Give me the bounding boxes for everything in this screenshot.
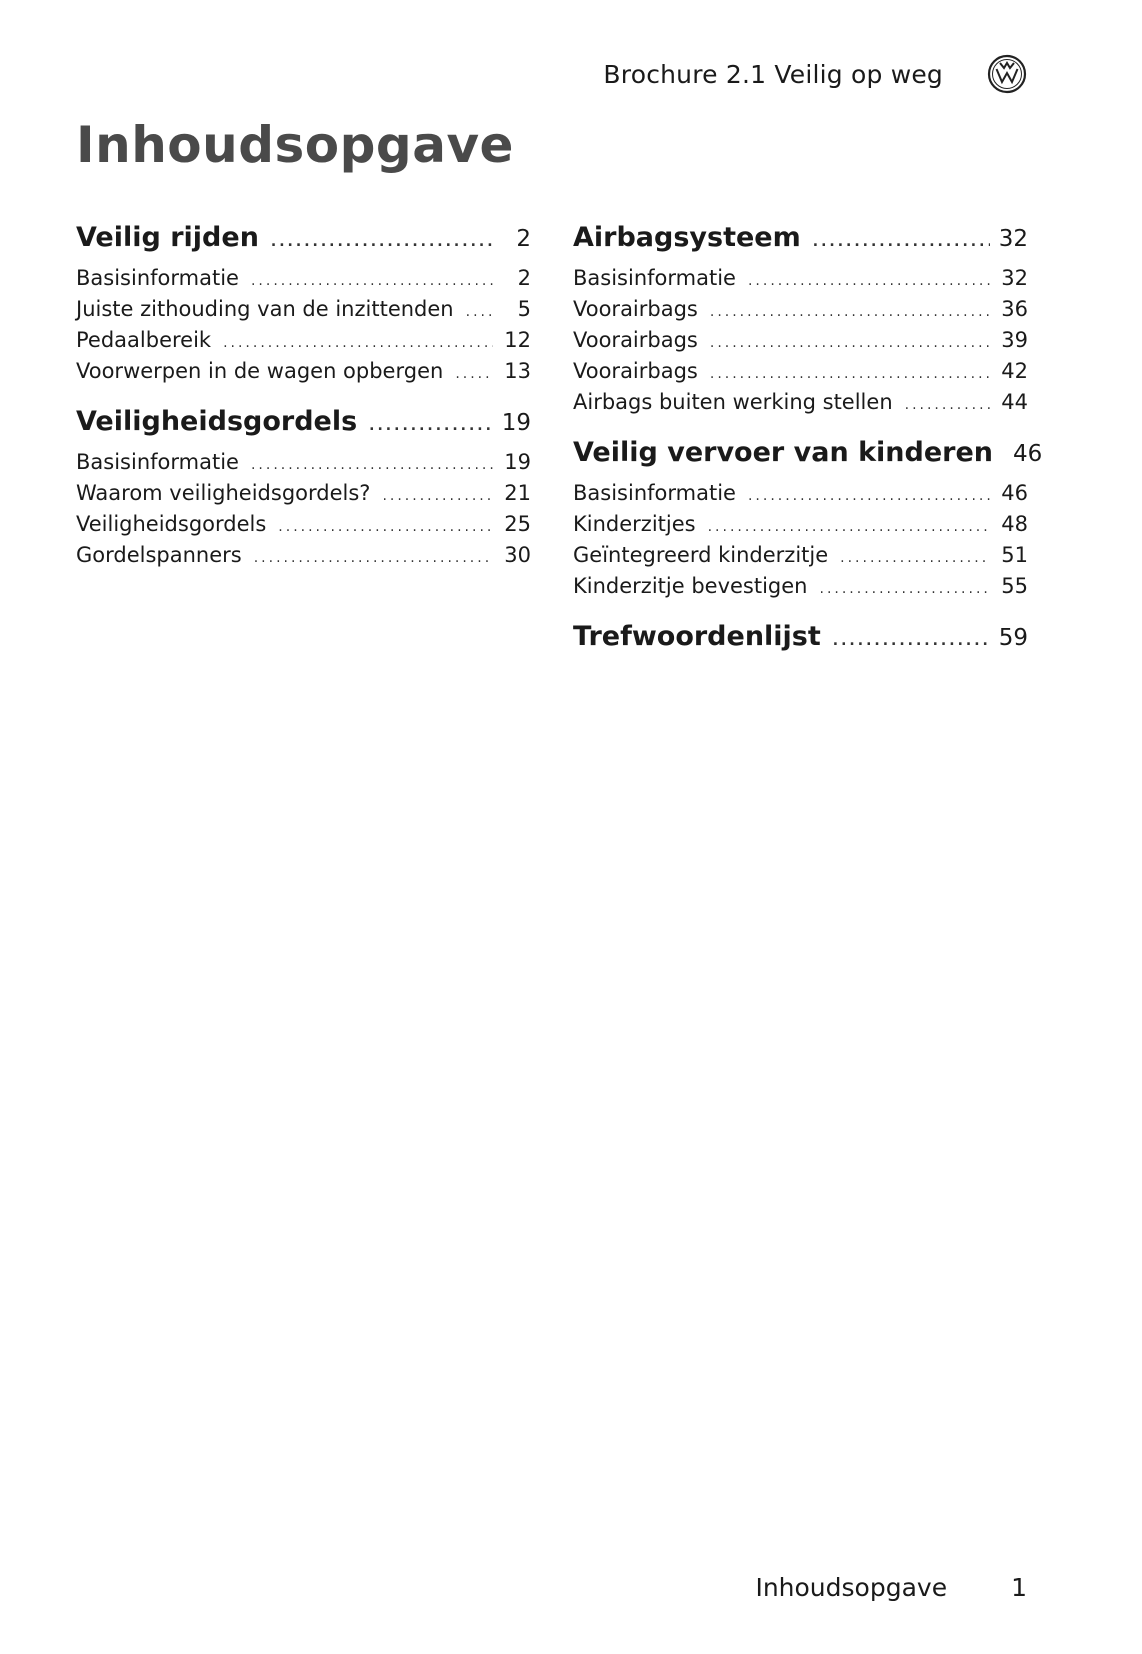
toc-entry-label: Airbags buiten werking stellen	[573, 390, 893, 414]
leader-dots	[748, 273, 990, 289]
page-header	[603, 54, 1027, 94]
toc-entry[interactable]	[76, 481, 531, 512]
leader-dots	[382, 488, 493, 504]
toc-entry-page: 13	[504, 359, 531, 383]
toc-entry[interactable]	[76, 450, 531, 481]
leader-dots	[251, 273, 493, 289]
leader-dots	[708, 519, 990, 535]
toc-entry-label: Basisinformatie	[76, 450, 239, 474]
toc-left-column	[76, 222, 531, 590]
toc-entry-label: Veiligheidsgordels	[76, 512, 267, 536]
toc-entry-page: 44	[1001, 390, 1028, 414]
toc-entry[interactable]	[76, 297, 531, 328]
toc-section	[76, 406, 531, 574]
toc-section-heading[interactable]	[76, 222, 531, 262]
toc-section-heading-page: 59	[998, 625, 1028, 651]
toc-entry[interactable]	[76, 543, 531, 574]
page-title: Inhoudsopgave	[76, 116, 514, 174]
leader-dots	[271, 234, 493, 250]
toc-entry-label: Basisinformatie	[573, 266, 736, 290]
toc-section-heading-page: 46	[1013, 441, 1043, 467]
toc-section-heading-page: 19	[501, 410, 531, 436]
toc-entry-page: 36	[1001, 297, 1028, 321]
page-footer	[755, 1573, 1027, 1602]
toc-entry[interactable]	[573, 359, 1028, 390]
toc-section-heading-label: Veilig rijden	[76, 222, 259, 253]
leader-dots	[278, 519, 493, 535]
toc-entry-label: Basisinformatie	[76, 266, 239, 290]
toc-entry-label: Juiste zithouding van de inzittenden	[76, 297, 454, 321]
toc-section-heading[interactable]	[573, 437, 1043, 477]
leader-dots	[905, 397, 990, 413]
leader-dots	[254, 550, 493, 566]
toc-entry-page: 51	[1001, 543, 1028, 567]
leader-dots	[820, 581, 991, 597]
toc-entry-page: 32	[1001, 266, 1028, 290]
leader-dots	[251, 457, 493, 473]
toc-section-heading-label: Veiligheidsgordels	[76, 406, 358, 437]
toc-entry[interactable]	[573, 328, 1028, 359]
toc-section-heading-label: Trefwoordenlijst	[573, 621, 821, 652]
leader-dots	[813, 234, 990, 250]
toc-section	[573, 222, 1028, 421]
toc-entry-label: Voorairbags	[573, 297, 698, 321]
leader-dots	[840, 550, 990, 566]
toc-section	[573, 621, 1028, 661]
leader-dots	[833, 633, 990, 649]
toc-entry-label: Basisinformatie	[573, 481, 736, 505]
footer-page-number: 1	[1011, 1573, 1027, 1602]
toc-entry[interactable]	[573, 512, 1028, 543]
toc-section	[76, 222, 531, 390]
toc-entry-page: 42	[1001, 359, 1028, 383]
toc-entry-page: 39	[1001, 328, 1028, 352]
brochure-title: Brochure 2.1 Veilig op weg	[603, 59, 943, 89]
toc-section-heading[interactable]	[76, 406, 531, 446]
toc-section-heading-label: Airbagsysteem	[573, 222, 801, 253]
toc-section-heading[interactable]	[573, 621, 1028, 661]
toc-entry-page: 21	[504, 481, 531, 505]
toc-entry-label: Voorairbags	[573, 359, 698, 383]
toc-entry[interactable]	[573, 481, 1028, 512]
toc-section-heading-page: 32	[998, 226, 1028, 252]
toc-entry[interactable]	[76, 359, 531, 390]
leader-dots	[455, 366, 493, 382]
leader-dots	[466, 304, 493, 320]
toc-entry-page: 30	[504, 543, 531, 567]
toc-entry[interactable]	[573, 266, 1028, 297]
toc-section-heading[interactable]	[573, 222, 1028, 262]
leader-dots	[710, 366, 990, 382]
toc-right-column	[573, 222, 1043, 677]
leader-dots	[748, 488, 990, 504]
leader-dots	[369, 418, 493, 434]
vw-logo-icon	[987, 54, 1027, 94]
toc-entry-label: Pedaalbereik	[76, 328, 212, 352]
leader-dots	[710, 335, 990, 351]
toc-entry[interactable]	[76, 328, 531, 359]
toc-entry[interactable]	[76, 266, 531, 297]
toc-entry-label: Voorairbags	[573, 328, 698, 352]
leader-dots	[223, 335, 493, 351]
toc-entry-label: Gordelspanners	[76, 543, 242, 567]
leader-dots	[710, 304, 990, 320]
toc-entry-page: 46	[1001, 481, 1028, 505]
toc-section	[573, 437, 1043, 605]
toc-section-heading-page: 2	[516, 226, 531, 252]
toc-entry[interactable]	[573, 297, 1028, 328]
toc-entry[interactable]	[573, 543, 1028, 574]
toc-section-heading-label: Veilig vervoer van kinderen	[573, 437, 993, 468]
toc-entry-label: Kinderzitjes	[573, 512, 696, 536]
toc-entry-page: 19	[504, 450, 531, 474]
toc-entry[interactable]	[573, 390, 1028, 421]
toc-entry-page: 48	[1001, 512, 1028, 536]
toc-entry-label: Kinderzitje bevestigen	[573, 574, 808, 598]
toc-entry-page: 25	[504, 512, 531, 536]
toc-entry-page: 5	[517, 297, 531, 321]
toc-entry-label: Waarom veiligheidsgordels?	[76, 481, 371, 505]
toc-entry-label: Voorwerpen in de wagen opbergen	[76, 359, 444, 383]
toc-entry-page: 55	[1001, 574, 1028, 598]
toc-entry[interactable]	[573, 574, 1028, 605]
toc-entry[interactable]	[76, 512, 531, 543]
toc-entry-page: 2	[517, 266, 531, 290]
footer-label: Inhoudsopgave	[755, 1573, 948, 1602]
toc-entry-page: 12	[504, 328, 531, 352]
toc-entry-label: Geïntegreerd kinderzitje	[573, 543, 829, 567]
